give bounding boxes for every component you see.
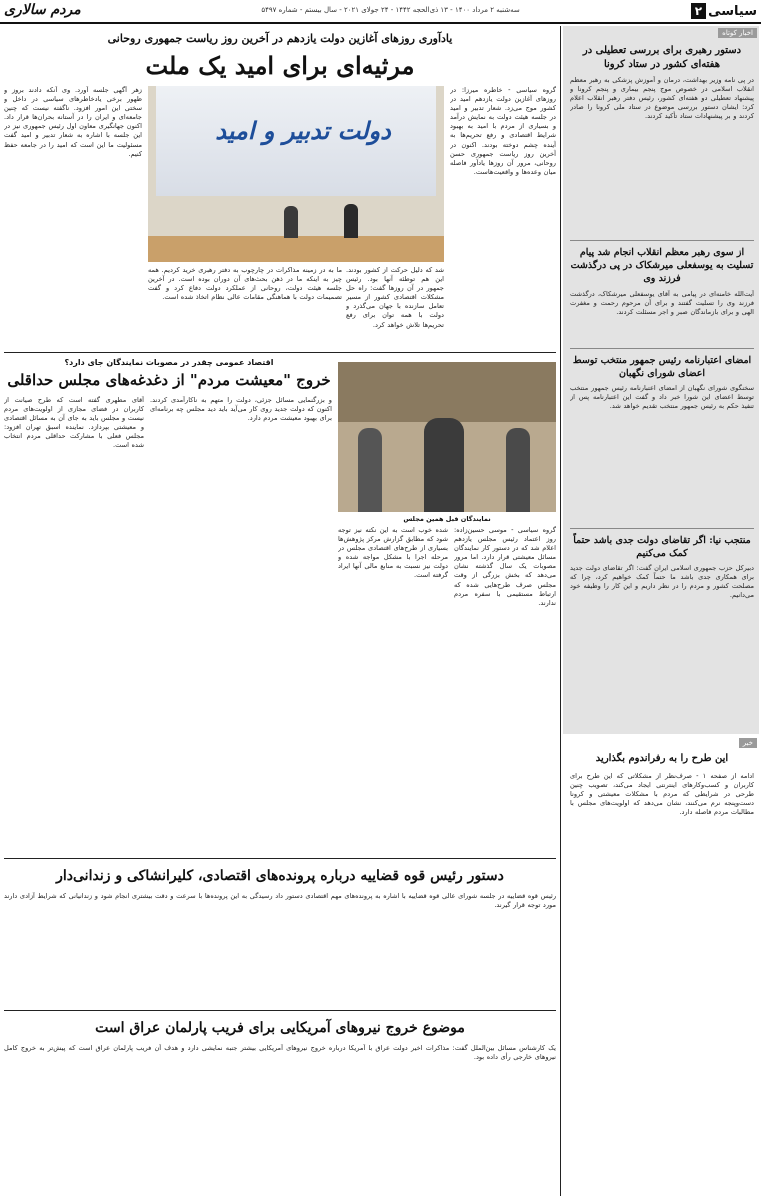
page-badge [691,3,757,19]
masthead-bar [0,0,761,24]
majlis-col2: شده خوب است به این نکته نیز توجه شود که مطابق گزارش مرکز پژوهش‌ها بسیاری از طرح‌های اقتصادی مجلس در مرحله اجرا با مشکل مواجه شده و دولت نیز نسبت به منابع مالی آنها ایراد گرفته است. [338,526,448,580]
column-rule [560,26,561,1196]
sidebar-item4-title: منتجب نیا: اگر تقاضای دولت جدی باشد حتماً کمک می‌کنیم [573,535,751,559]
majlis-col1: گروه سیاسی - موسی حسین‌زاده: روز اعتماد رئیس مجلس یازدهم اعلام شد که در دستور کار نمایندگان مسائل معیشتی قرار دارد. اما مرور مصوبات یک سال گذشته نشان می‌دهد که بخش بزرگی از وقت مجلس صرف طرح‌هایی شده که ارتباط مستقیمی با سفره مردم ندارند. [454,526,556,607]
sidebar-item1-title: دستور رهبری برای بررسی تعطیلی در هفته‌ای کشور در ستاد کرونا [582,45,742,70]
majlis-headline: خروج "معیشت مردم" از دغدغه‌های مجلس حداقلی [7,371,331,389]
issue-line: سه‌شنبه ۲ مرداد ۱۴۰۰ - ۱۳ ذی‌الحجه ۱۴۴۲ - ۲۴ جولای ۲۰۲۱ - سال بیستم - شماره ۵۴۹۷ [261,6,520,14]
lead-col3: ما به در زمینه مذاکرات در چارچوب به دفتر رهبری خرید کردیم. همه چیز به اینکه ما در ذهن بحث‌های آن دوران بوده است. در آخرین جلسه هیئت دولت، روحانی از عملکرد دولت دفاع کرد و گفت تصمیمات دولت با هماهنگی مقامات عالی نظام اتخاذ شده است. [148,266,342,302]
majlis-col4: آقای مطهری گفته است که طرح صیانت از کاربران در فضای مجازی از اولویت‌های مردم نیست و مجلس باید به جای آن به مسائل اقتصادی و معیشتی بپردازد. نماینده اسبق تهران افزود: مجلس فعلی با مشارکت حداقلی مردم انتخاب شده است. [4,396,144,450]
sidebar-item2-body: آیت‌الله خامنه‌ای در پیامی به آقای یوسفعلی میرشکاک، درگذشت فرزند وی را تسلیت گفتند و برای آن مرحوم رحمت و مغفرت الهی و برای بازماندگان صبر و اجر مسئلت کردند. [570,290,754,317]
lead-photo [148,86,444,262]
sidebar-label: اخبار کوتاه [718,28,757,38]
page-number: ۲ [691,3,706,19]
lead-col2: شد که دلیل حرکت از کشور بودند. این هم توطئه آنها بود. رئیس جمهور در آن روزها گفت: راه حل مشکلات اقتصادی کشور از مسیر تعامل سازنده با جهان می‌گذرد و دولت با همه توان برای رفع تحریم‌ها تلاش خواهد کرد. [346,266,444,329]
majlis-photo [338,362,556,512]
lead-kicker: یادآوری روزهای آغازین دولت یازدهم در آخرین روز ریاست جمهوری روحانی [107,32,453,45]
photo-person-1 [344,204,358,238]
photo-person-2 [284,206,298,238]
majlis-col3: و بزرگنمایی مسائل جزئی، دولت را متهم به ناکارآمدی کردند. اکنون که دولت جدید روی کار می‌آید باید دید مجلس چه برنامه‌ای برای بهبود معیشت مردم دارد. [150,396,332,423]
photo-seats [338,362,556,422]
section-rule [4,858,556,859]
photo-person-left [358,428,382,512]
section-rule [4,352,556,353]
photo-table [148,236,444,262]
majlis-photo-caption: نمایندگان قبل همین مجلس [403,515,491,523]
judiciary-headline: دستور رئیس قوه قضاییه درباره پرونده‌های اقتصادی، کلیرانشاکی و زندانی‌دار [56,868,504,884]
iraq-headline: موضوع خروج نیروهای آمریکایی برای فریب پارلمان عراق است [95,1020,465,1036]
sidebar-item3-title: امضای اعتبارنامه رئیس جمهور منتخب توسط اعضای شورای نگهبان [572,355,752,379]
sidebar-item5-title: این طرح را به رفراندوم بگذارید [595,753,729,764]
majlis-question: اقتصاد عمومی چقدر در مصوبات نمایندگان جای دارد؟ [64,358,274,367]
section-name: سیاسی [708,3,757,19]
photo-person-front [424,418,464,512]
photo-banner-text: دولت تدبیر و امید [215,116,391,145]
sidebar-item2-title: از سوی رهبر معظم انقلاب انجام شد پیام تسلیت به یوسفعلی میرشکاک در پی درگذشت فرزند وی [570,247,754,284]
lead-col1: گروه سیاسی - خاطره میرزا: در روزهای آغازین دولت یازدهم امید در کشور موج می‌زد. شعار تدبیر و امید در جلسه هیئت دولت به نمایش درآمد و بسیاری از مردم با امید به بهبود شرایط اقتصادی و رفع تحریم‌ها به آینده چشم دوخته بودند. اکنون در آخرین روز ریاست جمهوری حسن روحانی، مرور آن روزها یادآور فاصله میان وعده‌ها و واقعیت‌هاست. [450,86,556,176]
lead-col4: زهر آگهی جلسه آورد. وی آنکه دادند بروز و ظهور برخی یادخاطرهای سیاسی در داخل و سختی این امور افزود. ناگفته نیست که چنین جامعه‌ای و ایران را در آستانه بحران‌ها قرار داد. اکنون جهانگیری معاون اول رئیس جمهوری نیز در این جلسه با اشاره به شعار تدبیر و امید گفت مسئولیت ما این است که امید را در جامعه حفظ کنیم. [4,86,142,158]
sidebar-item5-body: ادامه از صفحه ۱ - صرف‌نظر از مشکلاتی که این طرح برای کاربران و کسب‌وکارهای اینترنتی ایجاد می‌کند، تصویب چنین طرحی در شرایطی که مردم با مشکلات معیشتی و کرونا دست‌وپنجه نرم می‌کنند، نشان می‌دهد که اولویت‌های مجلس با مطالبات مردم فاصله دارد. [570,772,754,817]
sidebar-label-2: خبر [739,738,757,748]
iraq-body: یک کارشناس مسائل بین‌الملل گفت: مذاکرات اخیر دولت عراق با آمریکا درباره خروج نیروهای آمریکایی بیشتر جنبه نمایشی دارد و هدف آن فریب پارلمان عراق است که پیش‌تر به خروج کامل نیروهای خارجی رأی داده بود. [4,1044,556,1062]
judiciary-body: رئیس قوه قضاییه در جلسه شورای عالی قوه قضاییه با اشاره به پرونده‌های مهم اقتصادی دستور داد رسیدگی به این پرونده‌ها با سرعت و دقت بیشتری انجام شود و زندانیانی که شرایط آزادی دارند مورد توجه قرار گیرند. [4,892,556,910]
photo-person-right [506,428,530,512]
sidebar-item4-body: دبیرکل حزب جمهوری اسلامی ایران گفت: اگر تقاضای دولت جدید برای همکاری جدی باشد ما حتماً کمک خواهیم کرد، چرا که مصلحت کشور و مردم را در نظر داریم و این کار را وظیفه خود می‌دانیم. [570,564,754,600]
sidebar-divider [570,240,754,241]
lead-headline: مرثیه‌ای برای امید یک ملت [145,51,415,80]
paper-name: مردم سالاری [4,2,81,18]
section-rule [4,1010,556,1011]
sidebar-divider [570,348,754,349]
sidebar-item1-body: در پی نامه وزیر بهداشت، درمان و آموزش پزشکی به رهبر معظم انقلاب اسلامی در خصوص موج پنجم بیماری و پنجم کرونا و پیشنهاد تعطیلی دو هفته‌ای کشور، رئیس دفتر رهبر انقلاب اعلام کرد: ایشان دستور بررسی موضوع در ستاد ملی کرونا را صادر کردند و بر پیشنهادات ستاد تأکید کردند. [570,76,754,121]
sidebar-item3-body: سخنگوی شورای نگهبان از امضای اعتبارنامه رئیس جمهور منتخب توسط اعضای این شورا خبر داد و گفت این اعتبارنامه پس از تنفیذ حکم به رئیس جمهور منتخب تقدیم خواهد شد. [570,384,754,411]
sidebar-divider [570,528,754,529]
